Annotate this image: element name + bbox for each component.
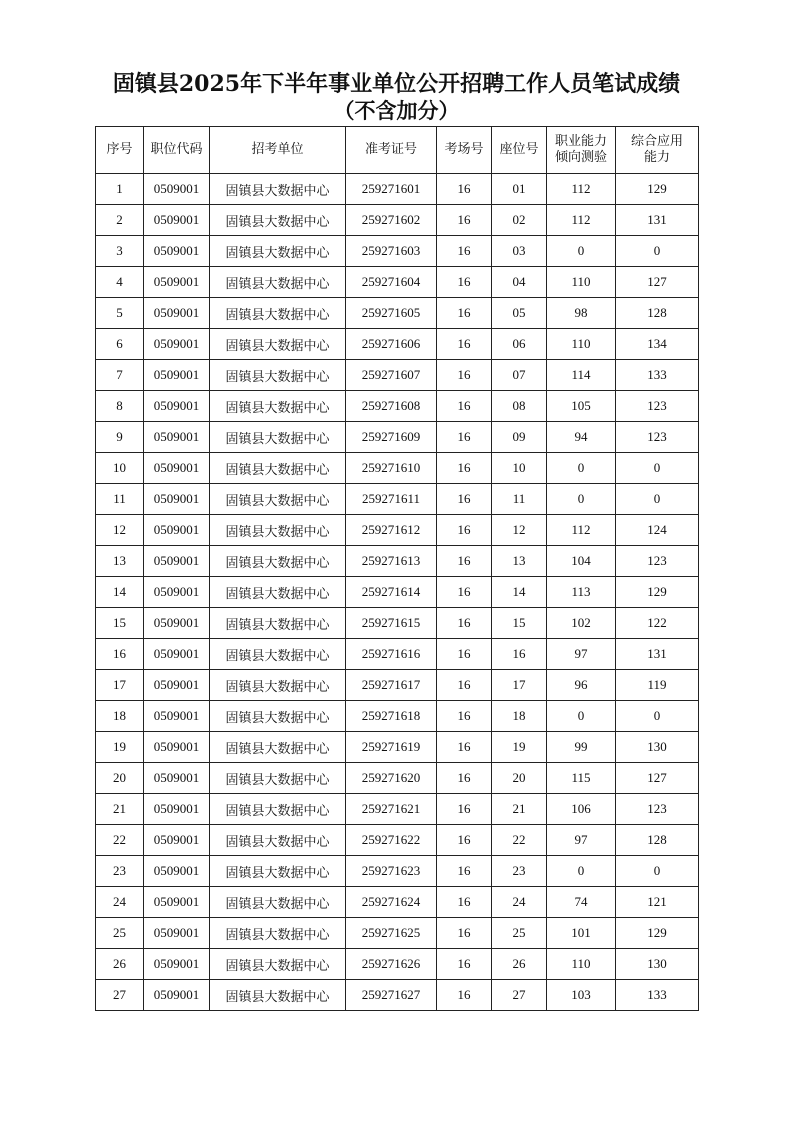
- cell-position-code: 0509001: [144, 453, 210, 484]
- cell-exam-room: 16: [437, 980, 492, 1011]
- scores-table: [95, 126, 699, 1011]
- table-row: [96, 825, 699, 856]
- cell-seat: 04: [492, 267, 547, 298]
- cell-unit: 固镇县大数据中心: [210, 577, 346, 608]
- cell-ticket-number: 259271602: [346, 205, 437, 236]
- cell-exam-room: 16: [437, 453, 492, 484]
- cell-exam-room: 16: [437, 763, 492, 794]
- table-row: [96, 887, 699, 918]
- cell-position-code: 0509001: [144, 701, 210, 732]
- cell-ticket-number: 259271604: [346, 267, 437, 298]
- cell-exam-room: 16: [437, 608, 492, 639]
- cell-applied-score: 131: [616, 639, 699, 670]
- cell-ticket-number: 259271617: [346, 670, 437, 701]
- cell-position-code: 0509001: [144, 360, 210, 391]
- table-row: [96, 608, 699, 639]
- document-subtitle: （不含加分）: [333, 98, 460, 123]
- cell-unit: 固镇县大数据中心: [210, 205, 346, 236]
- cell-unit: 固镇县大数据中心: [210, 856, 346, 887]
- cell-seat: 20: [492, 763, 547, 794]
- cell-unit: 固镇县大数据中心: [210, 267, 346, 298]
- cell-ticket-number: 259271616: [346, 639, 437, 670]
- cell-unit: 固镇县大数据中心: [210, 670, 346, 701]
- cell-ticket-number: 259271605: [346, 298, 437, 329]
- cell-seat: 01: [492, 174, 547, 205]
- cell-seat: 07: [492, 360, 547, 391]
- table-row: [96, 732, 699, 763]
- header-aptitude-line1: 职业能力: [554, 134, 607, 149]
- cell-ticket-number: 259271623: [346, 856, 437, 887]
- cell-aptitude-score: 0: [547, 236, 616, 267]
- cell-aptitude-score: 0: [547, 453, 616, 484]
- header-aptitude-test: [547, 127, 616, 174]
- cell-applied-score: 127: [616, 763, 699, 794]
- cell-position-code: 0509001: [144, 391, 210, 422]
- cell-seat: 11: [492, 484, 547, 515]
- cell-ticket-number: 259271606: [346, 329, 437, 360]
- cell-seat: 10: [492, 453, 547, 484]
- cell-unit: 固镇县大数据中心: [210, 546, 346, 577]
- cell-seat: 15: [492, 608, 547, 639]
- cell-position-code: 0509001: [144, 546, 210, 577]
- cell-exam-room: 16: [437, 267, 492, 298]
- cell-seq: 11: [96, 484, 144, 515]
- cell-ticket-number: 259271601: [346, 174, 437, 205]
- cell-position-code: 0509001: [144, 670, 210, 701]
- cell-exam-room: 16: [437, 205, 492, 236]
- cell-seq: 18: [96, 701, 144, 732]
- cell-exam-room: 16: [437, 422, 492, 453]
- cell-applied-score: 123: [616, 546, 699, 577]
- cell-seat: 02: [492, 205, 547, 236]
- header-ticket-number: 准考证号: [346, 127, 437, 174]
- cell-position-code: 0509001: [144, 639, 210, 670]
- cell-applied-score: 0: [616, 484, 699, 515]
- cell-aptitude-score: 101: [547, 918, 616, 949]
- cell-ticket-number: 259271607: [346, 360, 437, 391]
- cell-unit: 固镇县大数据中心: [210, 515, 346, 546]
- cell-unit: 固镇县大数据中心: [210, 701, 346, 732]
- cell-applied-score: 121: [616, 887, 699, 918]
- cell-seq: 27: [96, 980, 144, 1011]
- cell-seq: 1: [96, 174, 144, 205]
- cell-position-code: 0509001: [144, 329, 210, 360]
- cell-aptitude-score: 110: [547, 267, 616, 298]
- cell-seq: 25: [96, 918, 144, 949]
- table-row: [96, 701, 699, 732]
- cell-applied-score: 0: [616, 701, 699, 732]
- cell-aptitude-score: 0: [547, 856, 616, 887]
- cell-seat: 16: [492, 639, 547, 670]
- cell-position-code: 0509001: [144, 949, 210, 980]
- cell-position-code: 0509001: [144, 236, 210, 267]
- cell-applied-score: 0: [616, 453, 699, 484]
- cell-aptitude-score: 103: [547, 980, 616, 1011]
- cell-ticket-number: 259271609: [346, 422, 437, 453]
- cell-unit: 固镇县大数据中心: [210, 484, 346, 515]
- cell-exam-room: 16: [437, 887, 492, 918]
- cell-applied-score: 124: [616, 515, 699, 546]
- cell-unit: 固镇县大数据中心: [210, 298, 346, 329]
- table-row: [96, 484, 699, 515]
- cell-seq: 7: [96, 360, 144, 391]
- cell-unit: 固镇县大数据中心: [210, 732, 346, 763]
- cell-seat: 06: [492, 329, 547, 360]
- cell-exam-room: 16: [437, 577, 492, 608]
- cell-applied-score: 133: [616, 980, 699, 1011]
- table-header-row: [96, 127, 699, 174]
- cell-seat: 25: [492, 918, 547, 949]
- header-applied-line1: 综合应用: [630, 134, 683, 149]
- cell-aptitude-score: 97: [547, 825, 616, 856]
- header-seq: 序号: [96, 127, 144, 174]
- cell-unit: 固镇县大数据中心: [210, 639, 346, 670]
- cell-exam-room: 16: [437, 918, 492, 949]
- cell-seat: 24: [492, 887, 547, 918]
- document-title: 固镇县2025年下半年事业单位公开招聘工作人员笔试成绩: [112, 71, 681, 97]
- cell-aptitude-score: 105: [547, 391, 616, 422]
- cell-exam-room: 16: [437, 825, 492, 856]
- cell-aptitude-score: 104: [547, 546, 616, 577]
- cell-aptitude-score: 110: [547, 949, 616, 980]
- cell-position-code: 0509001: [144, 608, 210, 639]
- cell-applied-score: 134: [616, 329, 699, 360]
- cell-aptitude-score: 96: [547, 670, 616, 701]
- cell-unit: 固镇县大数据中心: [210, 918, 346, 949]
- table-row: [96, 794, 699, 825]
- cell-ticket-number: 259271624: [346, 887, 437, 918]
- cell-unit: 固镇县大数据中心: [210, 236, 346, 267]
- cell-applied-score: 129: [616, 918, 699, 949]
- cell-seq: 2: [96, 205, 144, 236]
- cell-aptitude-score: 0: [547, 484, 616, 515]
- cell-applied-score: 128: [616, 825, 699, 856]
- cell-unit: 固镇县大数据中心: [210, 608, 346, 639]
- cell-unit: 固镇县大数据中心: [210, 174, 346, 205]
- table-row: [96, 918, 699, 949]
- cell-ticket-number: 259271610: [346, 453, 437, 484]
- cell-seq: 26: [96, 949, 144, 980]
- cell-unit: 固镇县大数据中心: [210, 949, 346, 980]
- cell-seat: 05: [492, 298, 547, 329]
- cell-position-code: 0509001: [144, 174, 210, 205]
- cell-applied-score: 0: [616, 856, 699, 887]
- cell-unit: 固镇县大数据中心: [210, 329, 346, 360]
- cell-aptitude-score: 115: [547, 763, 616, 794]
- cell-position-code: 0509001: [144, 918, 210, 949]
- header-aptitude-line2: 倾向测验: [554, 150, 607, 165]
- cell-unit: 固镇县大数据中心: [210, 825, 346, 856]
- cell-seat: 13: [492, 546, 547, 577]
- cell-seq: 21: [96, 794, 144, 825]
- cell-applied-score: 123: [616, 391, 699, 422]
- table-row: [96, 422, 699, 453]
- cell-position-code: 0509001: [144, 887, 210, 918]
- cell-exam-room: 16: [437, 670, 492, 701]
- cell-ticket-number: 259271626: [346, 949, 437, 980]
- cell-position-code: 0509001: [144, 732, 210, 763]
- cell-ticket-number: 259271627: [346, 980, 437, 1011]
- cell-exam-room: 16: [437, 329, 492, 360]
- table-row: [96, 236, 699, 267]
- cell-unit: 固镇县大数据中心: [210, 980, 346, 1011]
- cell-aptitude-score: 112: [547, 205, 616, 236]
- cell-ticket-number: 259271603: [346, 236, 437, 267]
- cell-exam-room: 16: [437, 391, 492, 422]
- cell-seat: 23: [492, 856, 547, 887]
- cell-ticket-number: 259271614: [346, 577, 437, 608]
- cell-aptitude-score: 106: [547, 794, 616, 825]
- cell-unit: 固镇县大数据中心: [210, 794, 346, 825]
- cell-ticket-number: 259271618: [346, 701, 437, 732]
- cell-ticket-number: 259271620: [346, 763, 437, 794]
- cell-seat: 18: [492, 701, 547, 732]
- cell-aptitude-score: 98: [547, 298, 616, 329]
- cell-ticket-number: 259271625: [346, 918, 437, 949]
- cell-exam-room: 16: [437, 298, 492, 329]
- cell-seq: 13: [96, 546, 144, 577]
- table-row: [96, 391, 699, 422]
- cell-ticket-number: 259271611: [346, 484, 437, 515]
- cell-ticket-number: 259271615: [346, 608, 437, 639]
- cell-ticket-number: 259271608: [346, 391, 437, 422]
- cell-seq: 23: [96, 856, 144, 887]
- cell-seq: 20: [96, 763, 144, 794]
- header-exam-room: 考场号: [437, 127, 492, 174]
- header-unit: 招考单位: [210, 127, 346, 174]
- cell-applied-score: 130: [616, 949, 699, 980]
- cell-seq: 3: [96, 236, 144, 267]
- table-row: [96, 453, 699, 484]
- cell-aptitude-score: 110: [547, 329, 616, 360]
- cell-aptitude-score: 99: [547, 732, 616, 763]
- cell-seq: 16: [96, 639, 144, 670]
- cell-exam-room: 16: [437, 515, 492, 546]
- cell-position-code: 0509001: [144, 267, 210, 298]
- table-row: [96, 980, 699, 1011]
- table-row: [96, 360, 699, 391]
- cell-ticket-number: 259271612: [346, 515, 437, 546]
- cell-applied-score: 127: [616, 267, 699, 298]
- table-row: [96, 856, 699, 887]
- cell-unit: 固镇县大数据中心: [210, 360, 346, 391]
- cell-aptitude-score: 74: [547, 887, 616, 918]
- cell-ticket-number: 259271619: [346, 732, 437, 763]
- cell-seq: 10: [96, 453, 144, 484]
- table-row: [96, 949, 699, 980]
- cell-ticket-number: 259271613: [346, 546, 437, 577]
- cell-aptitude-score: 112: [547, 174, 616, 205]
- cell-exam-room: 16: [437, 639, 492, 670]
- cell-position-code: 0509001: [144, 515, 210, 546]
- cell-seat: 14: [492, 577, 547, 608]
- cell-ticket-number: 259271621: [346, 794, 437, 825]
- cell-seq: 24: [96, 887, 144, 918]
- cell-exam-room: 16: [437, 701, 492, 732]
- cell-seat: 08: [492, 391, 547, 422]
- cell-aptitude-score: 113: [547, 577, 616, 608]
- cell-seat: 03: [492, 236, 547, 267]
- cell-exam-room: 16: [437, 949, 492, 980]
- header-position-code: 职位代码: [144, 127, 210, 174]
- cell-applied-score: 129: [616, 577, 699, 608]
- cell-unit: 固镇县大数据中心: [210, 763, 346, 794]
- table-row: [96, 267, 699, 298]
- cell-position-code: 0509001: [144, 577, 210, 608]
- cell-seq: 5: [96, 298, 144, 329]
- table-row: [96, 577, 699, 608]
- cell-seq: 22: [96, 825, 144, 856]
- cell-seat: 12: [492, 515, 547, 546]
- cell-seq: 8: [96, 391, 144, 422]
- table-row: [96, 546, 699, 577]
- cell-exam-room: 16: [437, 794, 492, 825]
- table-row: [96, 174, 699, 205]
- cell-unit: 固镇县大数据中心: [210, 391, 346, 422]
- cell-seq: 17: [96, 670, 144, 701]
- cell-applied-score: 128: [616, 298, 699, 329]
- table-body: [96, 174, 699, 1011]
- cell-position-code: 0509001: [144, 856, 210, 887]
- cell-position-code: 0509001: [144, 205, 210, 236]
- cell-applied-score: 122: [616, 608, 699, 639]
- cell-position-code: 0509001: [144, 794, 210, 825]
- cell-aptitude-score: 94: [547, 422, 616, 453]
- cell-seq: 19: [96, 732, 144, 763]
- cell-seq: 4: [96, 267, 144, 298]
- cell-seq: 9: [96, 422, 144, 453]
- cell-applied-score: 123: [616, 794, 699, 825]
- cell-unit: 固镇县大数据中心: [210, 887, 346, 918]
- cell-seat: 17: [492, 670, 547, 701]
- header-applied-line2: 能力: [643, 150, 670, 165]
- header-applied-ability: [616, 127, 699, 174]
- cell-applied-score: 0: [616, 236, 699, 267]
- cell-seat: 22: [492, 825, 547, 856]
- cell-seq: 15: [96, 608, 144, 639]
- cell-aptitude-score: 112: [547, 515, 616, 546]
- cell-position-code: 0509001: [144, 825, 210, 856]
- cell-exam-room: 16: [437, 856, 492, 887]
- cell-exam-room: 16: [437, 546, 492, 577]
- cell-exam-room: 16: [437, 732, 492, 763]
- cell-aptitude-score: 114: [547, 360, 616, 391]
- cell-seat: 21: [492, 794, 547, 825]
- cell-exam-room: 16: [437, 236, 492, 267]
- cell-position-code: 0509001: [144, 298, 210, 329]
- cell-applied-score: 133: [616, 360, 699, 391]
- cell-seq: 14: [96, 577, 144, 608]
- cell-unit: 固镇县大数据中心: [210, 453, 346, 484]
- header-seat: 座位号: [492, 127, 547, 174]
- cell-position-code: 0509001: [144, 763, 210, 794]
- cell-applied-score: 130: [616, 732, 699, 763]
- cell-seat: 19: [492, 732, 547, 763]
- cell-aptitude-score: 97: [547, 639, 616, 670]
- cell-exam-room: 16: [437, 174, 492, 205]
- cell-seat: 26: [492, 949, 547, 980]
- cell-position-code: 0509001: [144, 484, 210, 515]
- cell-seq: 12: [96, 515, 144, 546]
- cell-applied-score: 131: [616, 205, 699, 236]
- cell-position-code: 0509001: [144, 422, 210, 453]
- cell-exam-room: 16: [437, 484, 492, 515]
- cell-ticket-number: 259271622: [346, 825, 437, 856]
- cell-seat: 09: [492, 422, 547, 453]
- cell-unit: 固镇县大数据中心: [210, 422, 346, 453]
- table-row: [96, 298, 699, 329]
- table-row: [96, 515, 699, 546]
- table-row: [96, 205, 699, 236]
- cell-seat: 27: [492, 980, 547, 1011]
- table-row: [96, 639, 699, 670]
- cell-aptitude-score: 0: [547, 701, 616, 732]
- cell-applied-score: 119: [616, 670, 699, 701]
- cell-applied-score: 129: [616, 174, 699, 205]
- cell-applied-score: 123: [616, 422, 699, 453]
- cell-seq: 6: [96, 329, 144, 360]
- cell-position-code: 0509001: [144, 980, 210, 1011]
- table-row: [96, 670, 699, 701]
- table-row: [96, 329, 699, 360]
- cell-exam-room: 16: [437, 360, 492, 391]
- cell-aptitude-score: 102: [547, 608, 616, 639]
- table-row: [96, 763, 699, 794]
